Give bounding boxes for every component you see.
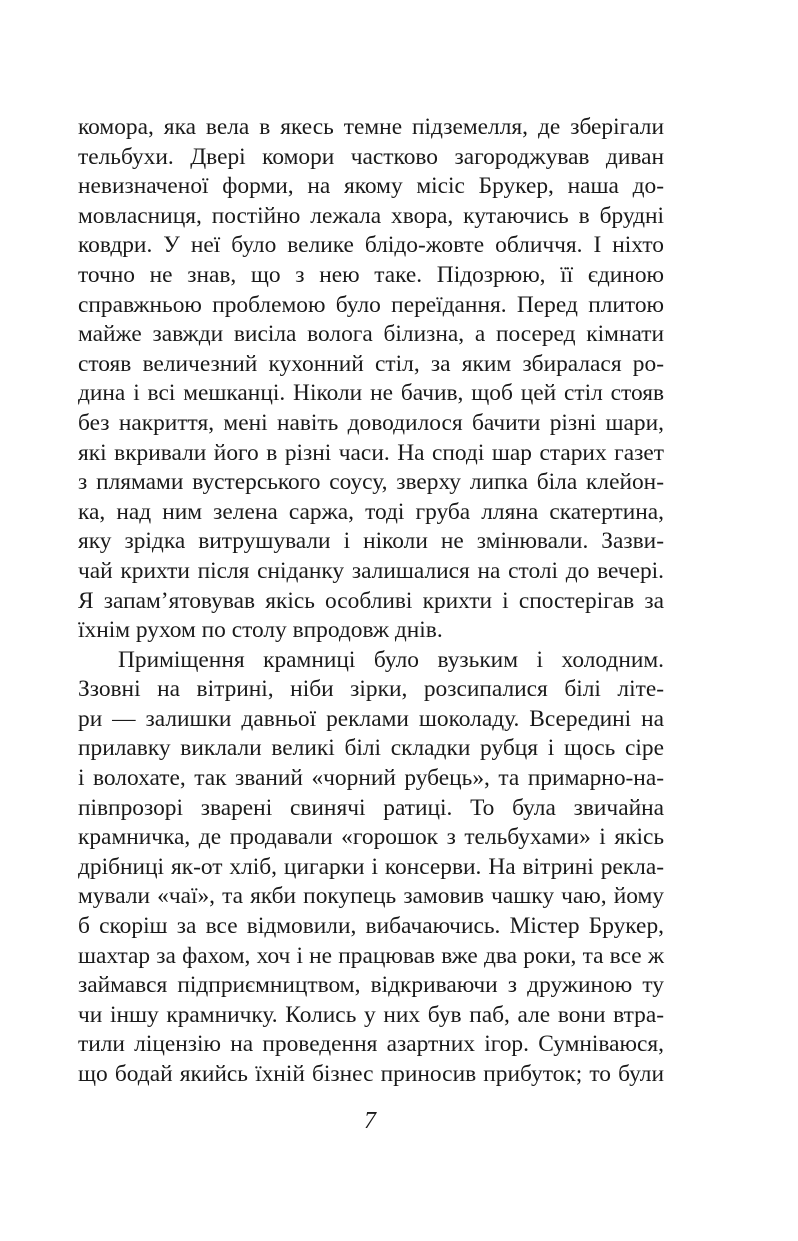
text-line: Приміщення крамниці було вузьким і холодним. [118, 646, 664, 673]
text-line: ковдри. У неї було велике блідо-жовте обличчя. І ніхто [78, 232, 664, 259]
text-line: Я запам’ятовував якісь особливі крихти і спостерігав за [78, 587, 664, 614]
text-line: з плямами вустерського соусу, зверху липка біла клейон- [78, 469, 664, 496]
text-line: мували «чаї», та якби покупець замовив чашку чаю, йому [78, 883, 664, 910]
text-line: мовласниця, постійно лежала хвора, кутаючись в брудні [78, 202, 664, 229]
text-line: займався підприємництвом, відкриваючи з дружиною ту [78, 972, 664, 999]
text-line: які вкривали його в різні часи. На споді шар старих газет [78, 439, 664, 466]
paragraph [78, 646, 664, 1090]
text-line: чи іншу крамничку. Колись у них був паб, але вони втра- [78, 1001, 664, 1028]
text-line: шахтар за фахом, хоч і не працював вже два роки, та все ж [78, 942, 664, 969]
text-line: і волохате, так званий «чорний рубець», та примарно-на- [78, 765, 664, 792]
text-line: що бодай якийсь їхній бізнес приносив прибуток; то були [78, 1061, 664, 1087]
text-line: майже завжди висіла волога білизна, а посеред кімнати [78, 321, 664, 348]
text-line: ка, над ним зелена саржа, тоді груба лляна скатертина, [78, 498, 664, 525]
text-line: чай крихти після сніданку залишалися на столі до вечері. [78, 557, 664, 584]
text-line: невизначеної форми, на якому місіс Брукер, наша до- [78, 173, 664, 200]
text-line: прилавку виклали великі білі складки рубця і щось сіре [78, 735, 664, 762]
text-line: тельбухи. Двері комори частково загороджував диван [78, 143, 664, 170]
text-line: стояв величезний кухонний стіл, за яким збиралася ро- [78, 350, 664, 377]
text-line: дрібниці як-от хліб, цигарки і консерви. На вітрині рекла- [78, 853, 664, 880]
text-line: точно не знав, що з нею таке. Підозрюю, її єдиною [78, 261, 664, 288]
text-line: дина і всі мешканці. Ніколи не бачив, щоб цей стіл стояв [78, 380, 664, 407]
text-line: справжньою проблемою було переїдання. Перед плитою [78, 291, 664, 318]
text-line: ри — залишки давньої реклами шоколаду. Всередині на [78, 705, 664, 732]
text-line: Ззовні на вітрині, ніби зірки, розсипалися білі літе- [78, 676, 664, 703]
body-text [78, 113, 664, 1090]
text-line: б скоріш за все відмовили, вибачаючись. Містер Брукер, [78, 913, 664, 940]
paragraph [78, 113, 664, 646]
text-line: яку зрідка витрушували і ніколи не змінювали. Зазви- [78, 528, 664, 555]
text-line: без накриття, мені навіть доводилося бачити різні шари, [78, 409, 664, 436]
text-line: крамничка, де продавали «горошок з тельбухами» і якісь [78, 824, 664, 851]
page-number: 7 [364, 1108, 376, 1134]
text-line: тили ліцензію на проведення азартних ігор. Сумніваюся, [78, 1031, 664, 1058]
text-line: комора, яка вела в якесь темне підземелля, де зберігали [78, 114, 664, 140]
text-line: їхнім рухом по столу впродовж днів. [78, 617, 443, 644]
text-line: півпрозорі зварені свинячі ратиці. То була звичайна [78, 794, 664, 821]
